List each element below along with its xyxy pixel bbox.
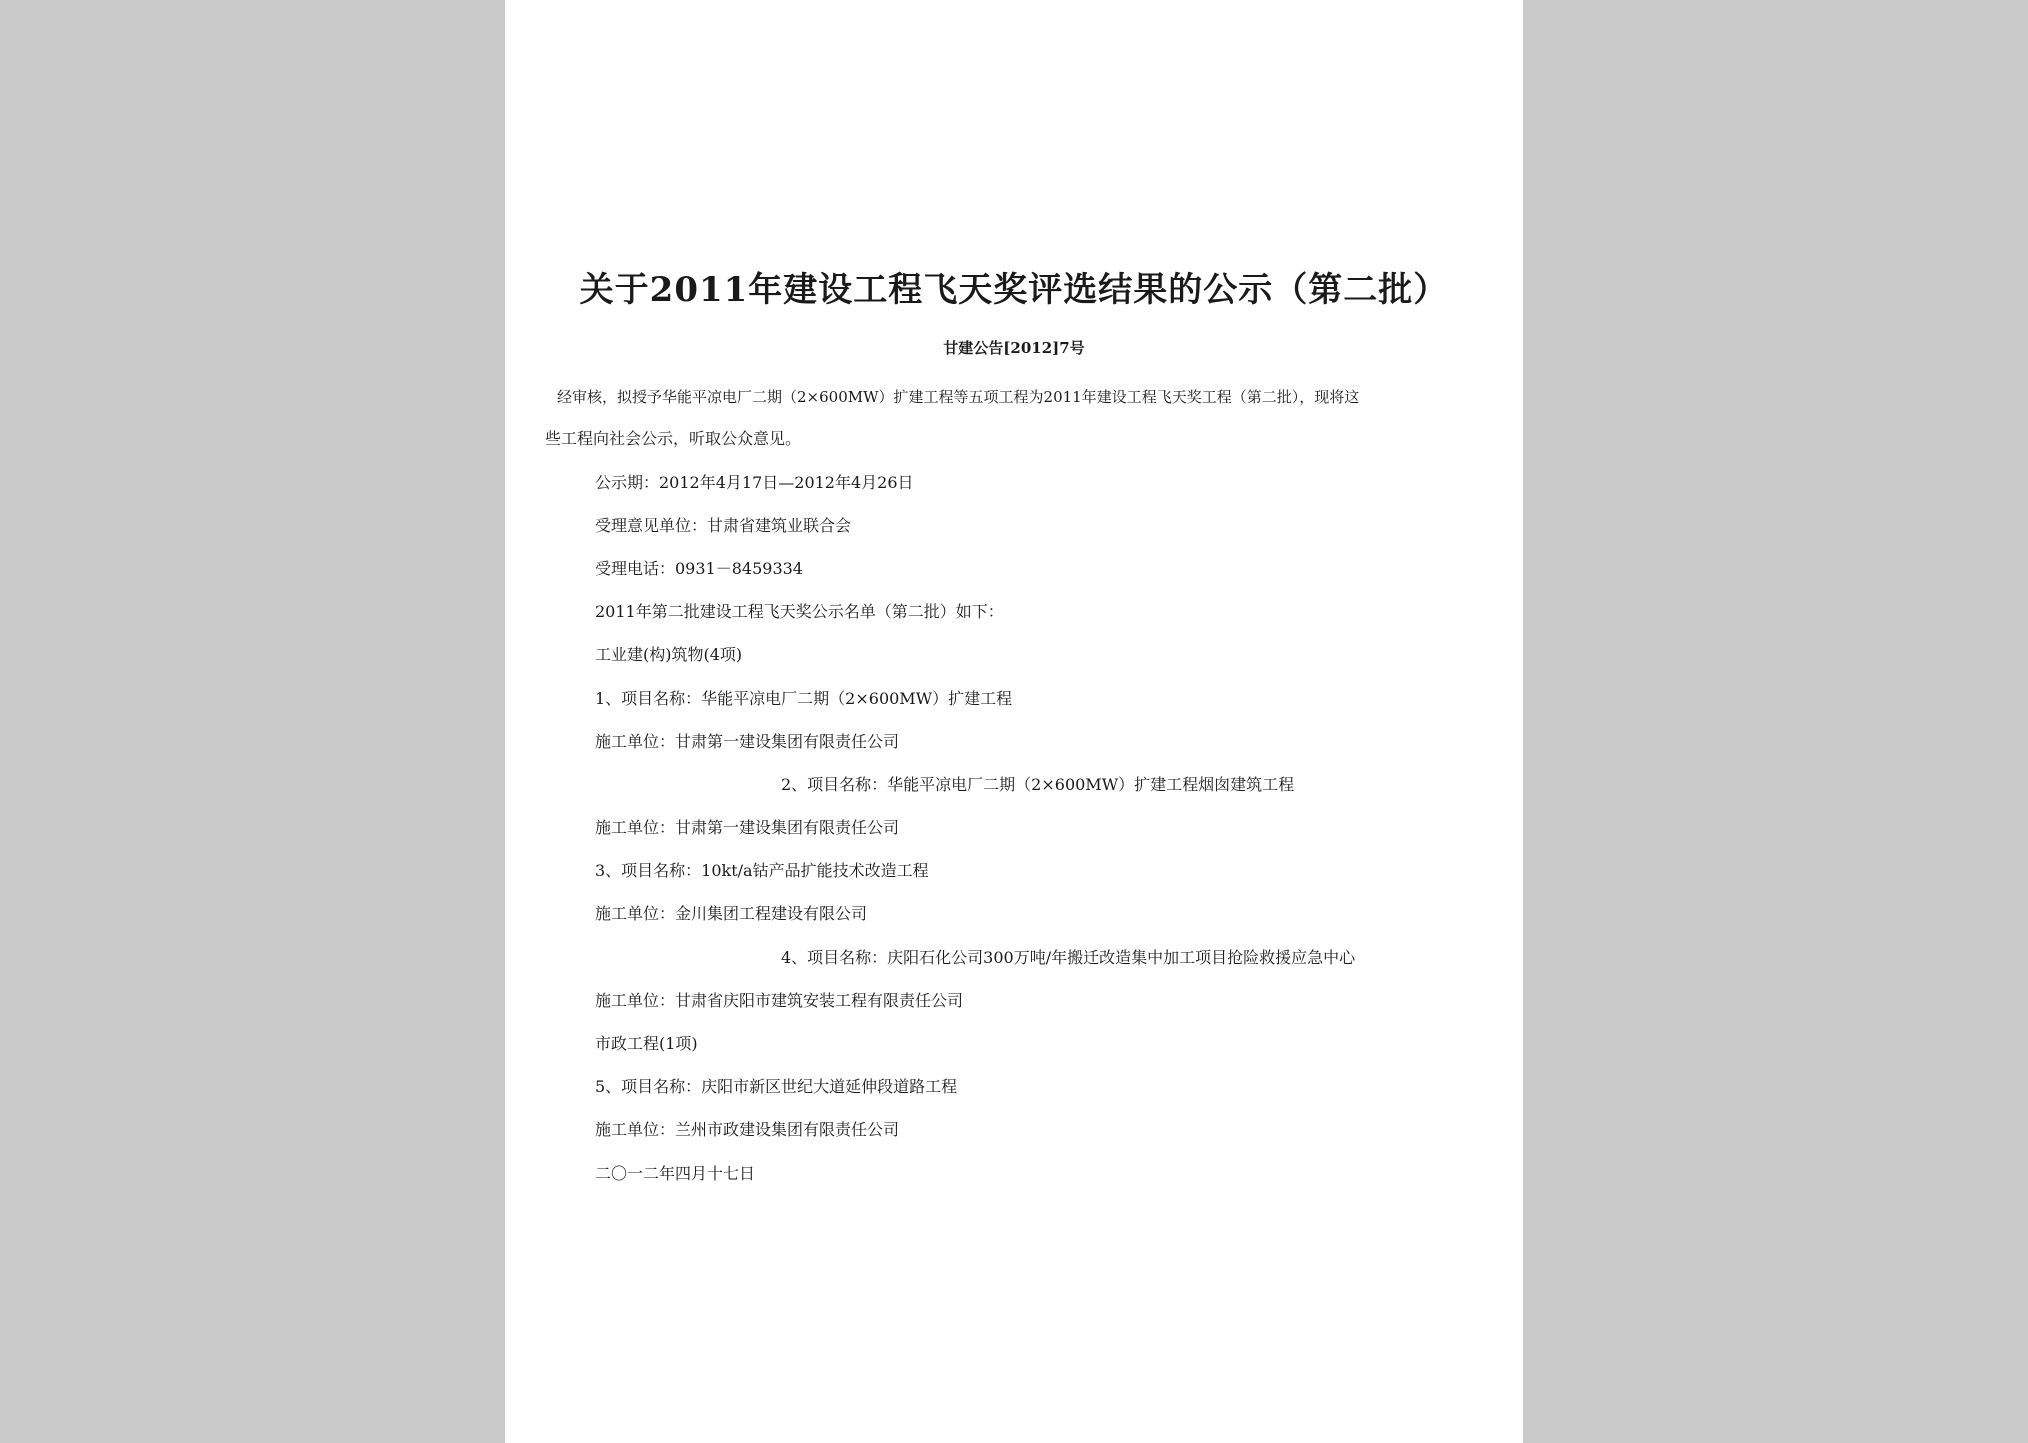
- list-heading: 2011年第二批建设工程飞天奖公示名单（第二批）如下：: [595, 602, 1004, 621]
- project-item-name: 3、项目名称：10kt/a钴产品扩能技术改造工程: [595, 861, 929, 880]
- document-title: 关于2011年建设工程飞天奖评选结果的公示（第二批）: [579, 270, 1449, 310]
- project-item-builder: 施工单位：甘肃省庆阳市建筑安装工程有限责任公司: [595, 991, 964, 1010]
- receiving-unit: 受理意见单位：甘肃省建筑业联合会: [595, 516, 852, 535]
- category-industrial: 工业建(构)筑物(4项): [595, 645, 743, 664]
- document-page: [505, 0, 1523, 1443]
- project-item-builder: 施工单位：甘肃第一建设集团有限责任公司: [595, 732, 900, 751]
- project-item-name: 2、项目名称：华能平凉电厂二期（2×600MW）扩建工程烟囱建筑工程: [781, 775, 1295, 794]
- intro-paragraph-line-1: 经审核，拟授予华能平凉电厂二期（2×600MW）扩建工程等五项工程为2011年建设工程飞天奖工程（第二批），现将这: [557, 388, 1360, 406]
- project-item-name: 1、项目名称：华能平凉电厂二期（2×600MW）扩建工程: [595, 689, 1013, 708]
- intro-paragraph-line-2: 些工程向社会公示，听取公众意见。: [545, 429, 802, 448]
- category-municipal: 市政工程(1项): [595, 1034, 698, 1053]
- project-item-builder: 施工单位：甘肃第一建设集团有限责任公司: [595, 818, 900, 837]
- project-item-name: 5、项目名称：庆阳市新区世纪大道延伸段道路工程: [595, 1077, 958, 1096]
- project-item-builder: 施工单位：金川集团工程建设有限公司: [595, 904, 868, 923]
- document-date: 二〇一二年四月十七日: [595, 1164, 756, 1183]
- publicity-period: 公示期：2012年4月17日—2012年4月26日: [595, 473, 914, 492]
- contact-phone: 受理电话：0931－8459334: [595, 559, 803, 578]
- document-number: 甘建公告[2012]7号: [943, 339, 1085, 357]
- project-item-name: 4、项目名称：庆阳石化公司300万吨/年搬迁改造集中加工项目抢险救援应急中心: [781, 948, 1356, 967]
- project-item-builder: 施工单位：兰州市政建设集团有限责任公司: [595, 1120, 900, 1139]
